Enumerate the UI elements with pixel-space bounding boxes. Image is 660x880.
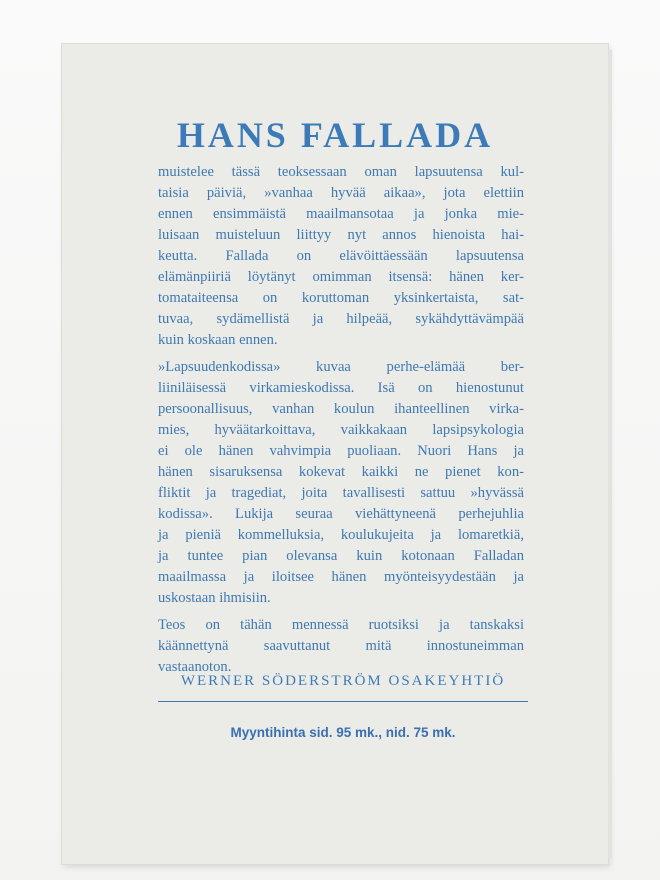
text-line: maailmassa ja iloitsee hänen myönteisyydestään ja: [158, 569, 524, 585]
text-line: kodissa». Lukija seuraa viehättyneenä perhejuhlia: [158, 506, 524, 522]
text-line: hänen sisaruksensa kokevat kaikki ne pienet kon-: [158, 464, 524, 480]
book-page-edge: [608, 50, 612, 858]
text-line: ennen ensimmäistä maailmansotaa ja jonka mie-: [158, 206, 524, 222]
text-line: taisia päiviä, »vanhaa hyvää aikaa», jota elettiin: [158, 185, 524, 201]
text-line: vastaanoton.: [158, 659, 232, 675]
text-line: liiniläisessä virkamieskodissa. Isä on hienostunut: [158, 380, 524, 396]
text-line: Teos on tähän mennessä ruotsiksi ja tanskaksi: [158, 617, 524, 633]
paragraph-3: [158, 615, 524, 678]
text-line: tuvaa, sydämellistä ja hilpeää, sykähdyttävämpää: [158, 311, 524, 327]
text-line: ja pieniä kommelluksia, koulukujeita ja lomaretkiä,: [158, 527, 524, 543]
text-line: »Lapsuudenkodissa» kuvaa perhe-elämää ber-: [158, 359, 524, 375]
text-line: ja tuntee pian olevansa kuin kotonaan Falladan: [158, 548, 524, 564]
text-line: kuin koskaan ennen.: [158, 332, 278, 348]
text-line: elämänpiiriä löytänyt omimman itsensä: hänen ker-: [158, 269, 524, 285]
text-line: persoonallisuus, vanhan koulun ihanteellinen virka-: [158, 401, 524, 417]
text-line: luisaan muisteluun liittyy nyt annos hienoista hai-: [158, 227, 524, 243]
paragraph-1: [158, 162, 524, 351]
book-back-cover: [62, 44, 608, 864]
publisher-name: WERNER SÖDERSTRÖM OSAKEYHTIÖ: [180, 673, 506, 689]
text-line: mies, hyväätarkoittava, vaikkakaan lapsipsykologia: [158, 422, 524, 438]
text-line: fliktit ja tragediat, joita tavallisesti sattuu »hyvässä: [158, 485, 524, 501]
divider-line: [158, 701, 528, 702]
text-line: tomataiteensa on koruttoman yksinkertaista, sat-: [158, 290, 524, 306]
blurb-text: [158, 162, 524, 684]
paragraph-2: [158, 357, 524, 609]
author-title: HANS FALLADA: [176, 115, 494, 155]
text-line: käännettynä saavuttanut mitä innostuneimman: [158, 638, 524, 654]
price-line: Myyntihinta sid. 95 mk., nid. 75 mk.: [230, 725, 456, 740]
text-line: uskostaan ihmisiin.: [158, 590, 271, 606]
text-line: keutta. Fallada on elävöittäessään lapsuutensa: [158, 248, 524, 264]
text-line: ei ole hänen vahvimpia puoliaan. Nuori Hans ja: [158, 443, 524, 459]
text-line: muistelee tässä teoksessaan oman lapsuutensa kul-: [158, 164, 524, 180]
